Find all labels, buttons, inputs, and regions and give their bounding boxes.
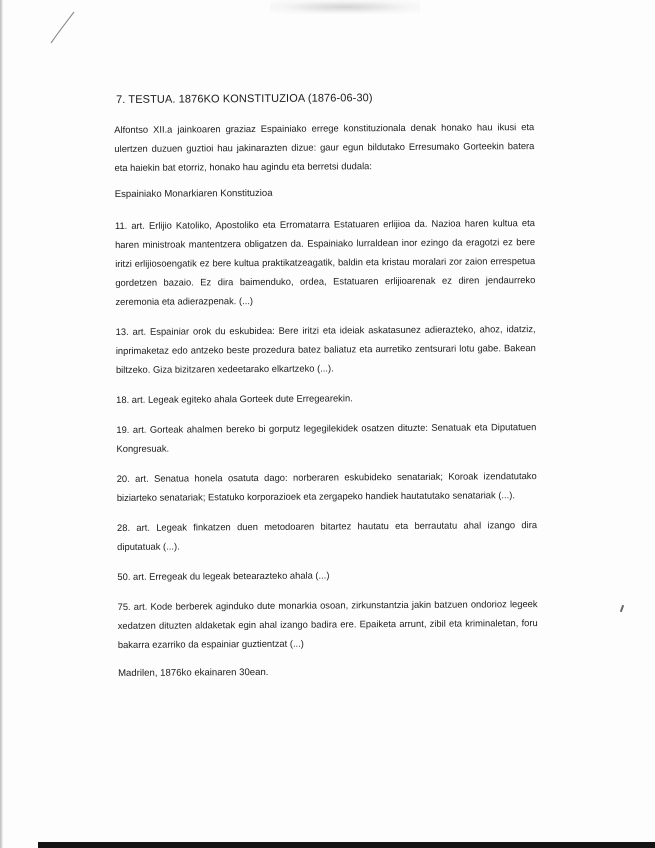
document-title: 7. TESTUA. 1876KO KONSTITUZIOA (1876-06-30) <box>115 92 373 106</box>
article-75: 75. art. Kode berberek aginduko dute monarkia osoan, zirkunstantzia jakin batzuen ondorioz legeek xedatzen dituzten aldaketak egin ahal izango badira ere. Epaiketa arrunt, zibil eta kriminaletan, foru bakarra ezarriko da espainiar guztientzat (...) <box>117 598 538 650</box>
document-body <box>114 91 538 679</box>
article-18: 18. art. Legeak egiteko ahala Gorteek dute Erregearekin. <box>116 392 353 405</box>
article-28: 28. art. Legeak finkatzen duen metodoaren bitartez hautatu eta berrautatu ahal izango dira diputatuak (...). <box>116 519 538 552</box>
scan-bottom-bar <box>38 842 655 848</box>
article-50: 50. art. Erregeak du legeak betearazteko ahala (...) <box>117 569 330 582</box>
article-13: 13. art. Espainiar orok du eskubidea: Bere iritzi eta ideiak askatasunez adierazteko, ahoz, idatziz, inprimaketaz edo antzeko beste prozedura batez baliatuz eta aurretiko zentsurari lotu gabe. Bakean biltzeko. Giza bizitzaren xedeetarako elkartzeko (...). <box>115 323 536 375</box>
article-19: 19. art. Gorteak ahalmen bereko bi gorputz legegilekidek osatzen dituzte: Senatuak eta Diputatuen Kongresuak. <box>116 421 537 454</box>
constitution-subtitle: Espainiako Monarkiaren Konstituzioa <box>114 187 273 200</box>
intro-paragraph: Alfontso XII.a jainkoaren graziaz Espainiako errege konstituzionala denak honako hau ikusi eta ulertzen duzuen guztioi hau jakinarazten dizue: gaur egun bildutako Erresumako Gorteekin batera eta haiekin bat etorriz, honako hau agindu eta berretsi dudala: <box>114 121 535 173</box>
scan-speck <box>620 605 624 612</box>
scan-top-smudge <box>270 0 420 14</box>
pen-mark-icon <box>48 10 76 46</box>
article-20: 20. art. Senatua honela osatuta dago: norberaren eskubideko senatariak; Koroak izendatutako biziarteko senatariak; Estatuko korporazioek eta zergapeko handiek hautatutako senatariak (...). <box>116 470 537 503</box>
signoff-date: Madrilen, 1876ko ekainaren 30ean. <box>118 666 269 679</box>
scan-left-edge <box>0 0 3 848</box>
article-11: 11. art. Erlijio Katoliko, Apostoliko eta Erromatarra Estatuaren erlijioa da. Nazioa haren kultua eta haren ministroak mantentzera obligatzen da. Espainiako lurraldean inor ezingo da eragotzi ez bere iritzi erlijiosoengatik ez bere kultua praktikatzeagatik, baldin eta kristau moralari zor zaion errespetua gordetzen bazaio. Ez dira baimenduko, ordea, Estatuaren erlijioarenak ez diren jendaurreko zeremonia eta adierazpenak. (...) <box>114 217 536 307</box>
